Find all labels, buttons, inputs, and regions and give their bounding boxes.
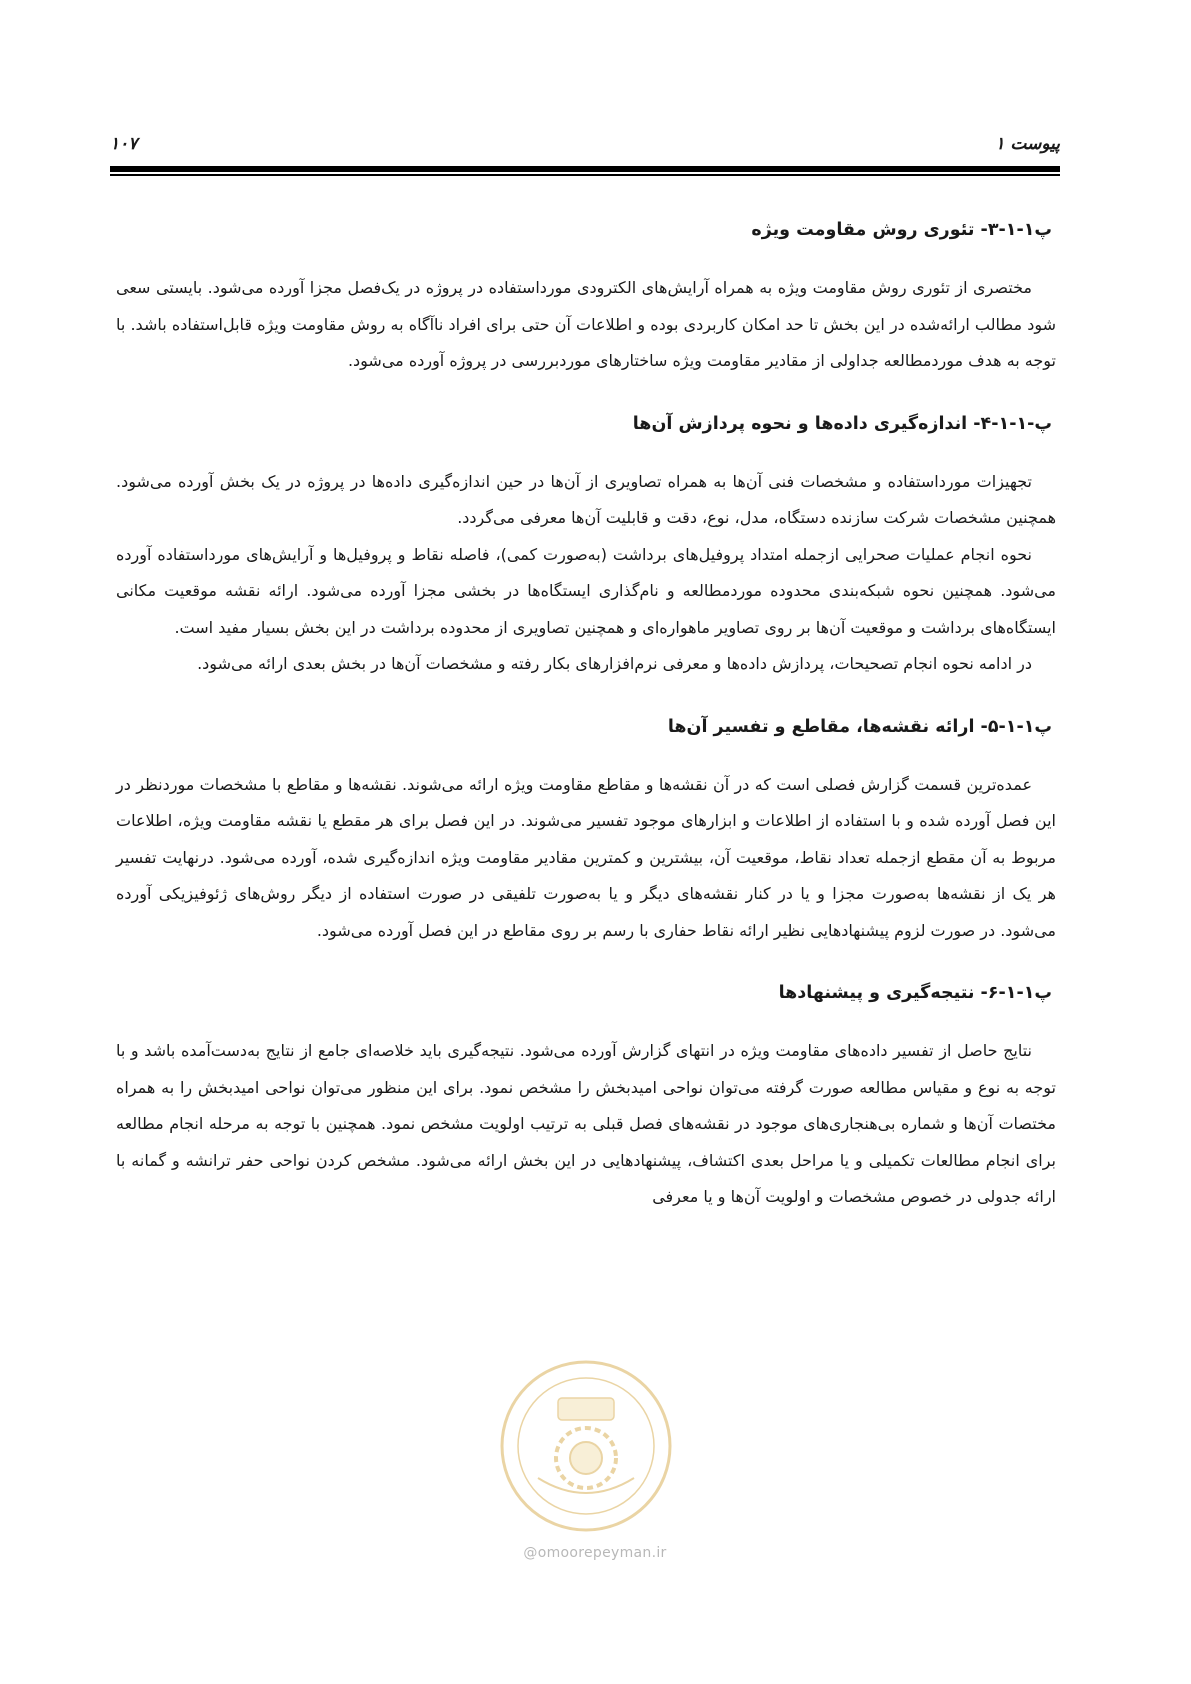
watermark-logo [498,1358,674,1534]
section-heading: پ۱-۱-۳- تئوری روش مقاومت ویژه [751,220,1052,240]
watermark-url: @omoorepeyman.ir [523,1545,667,1561]
section-heading: پ-۱-۱-۴- اندازه‌گیری داده‌ها و نحوه پردازش آن‌ها [632,413,1052,434]
body-paragraph: مختصری از تئوری روش مقاومت ویژه به همراه آرایش‌های الکترودی مورداستفاده در پروژه در یک‌فصل مجزا آورده می‌شود. بایستی سعی شود مطالب ارائه‌شده در این بخش تا حد امکان کاربردی بوده و اطلاعات آن حتی برای افراد ناآگاه به روش مقاومت ویژه قابل‌استفاده باشد. با توجه به هدف موردمطالعه جداولی از مقادیر مقاومت ویژه ساختارهای موردبررسی در پروژه آورده می‌شود. [116,278,1056,370]
header-page-number: ۱۰۷ [110,134,138,154]
main-content [116,192,1056,1216]
section-heading: پ۱-۱-۶- نتیجه‌گیری و پیشنهادها [778,983,1052,1003]
section-heading: پ۱-۱-۵- ارائه نقشه‌ها، مقاطع و تفسیر آن‌ها [667,716,1052,737]
body-paragraph: نتایج حاصل از تفسیر داده‌های مقاومت ویژه در انتهای گزارش آورده می‌شود. نتیجه‌گیری باید خلاصه‌ای جامع از نتایج به‌دست‌آمده باشد و با توجه به نوع و مقیاس مطالعه صورت گرفته می‌توان نواحی امیدبخش را مشخص نمود. برای این منظور می‌توان نواحی امیدبخش را به همراه مختصات آن‌ها و شماره بی‌هنجاری‌های موجود در نقشه‌های فصل قبلی به ترتیب اولویت مشخص نمود. همچنین با توجه به مرحله انجام مطالعه برای انجام مطالعات تکمیلی و یا مراحل بعدی اکتشاف، پیشنهادهایی در این بخش ارائه می‌شود. مشخص کردن نواحی حفر ترانشه و گمانه با ارائه جدولی در خصوص مشخصات و اولویت آن‌ها و یا معرفی [116,1041,1056,1206]
body-paragraph: تجهیزات مورداستفاده و مشخصات فنی آن‌ها به همراه تصاویری از آن‌ها در حین اندازه‌گیری داده‌ها در پروژه در یک بخش آورده می‌شود. همچنین مشخصات شرکت سازنده دستگاه، مدل، نوع، دقت و قابلیت آن‌ها معرفی می‌گردد. [116,471,1056,527]
page-header [110,128,1060,160]
body-paragraph: در ادامه نحوه انجام تصحیحات، پردازش داده‌ها و معرفی نرم‌افزارهای بکار رفته و مشخصات آن‌ها در بخش بعدی ارائه می‌شود. [197,654,1032,673]
body-paragraph: نحوه انجام عملیات صحرایی ازجمله امتداد پروفیل‌های برداشت (به‌صورت کمی)، فاصله نقاط و پروفیل‌ها و آرایش‌های مورداستفاده آورده می‌شود. همچنین نحوه شبکه‌بندی محدوده موردمطالعه و نام‌گذاری ایستگاه‌ها در بخشی مجزا آورده می‌شود. ارائه نقشه موقعیت مکانی ایستگاه‌های برداشت و موقعیت آن‌ها بر روی تصاویر ماهواره‌ای و همچنین تصاویری از محدوده برداشت در این بخش بسیار مفید است. [116,544,1056,637]
header-rule-thick [110,166,1060,172]
body-paragraph: عمده‌ترین قسمت گزارش فصلی است که در آن نقشه‌ها و مقاطع مقاومت ویژه ارائه می‌شوند. نقشه‌ها و مقاطع با مشخصات موردنظر در این فصل آورده شده و با استفاده از اطلاعات و ابزارهای موجود تفسیر می‌شوند. در این فصل برای هر مقطع یا نقشه مقاومت ویژه، اطلاعات مربوط به آن مقطع ازجمله تعداد نقاط، موقعیت آن، بیشترین و کمترین مقادیر مقاومت ویژه اندازه‌گیری شده، آورده می‌شود. درنهایت تفسیر هر یک از نقشه‌ها به‌صورت مجزا و یا در کنار نقشه‌های دیگر و یا به‌صورت تلفیقی در صورت استفاده از دیگر روش‌های ژئوفیزیکی آورده می‌شود. در صورت لزوم پیشنهادهایی نظیر ارائه نقاط حفاری با رسم بر روی مقاطع در این فصل آورده می‌شود. [116,774,1056,940]
header-section-title: پیوست ۱ [995,134,1060,154]
header-rule-thin [110,174,1060,176]
